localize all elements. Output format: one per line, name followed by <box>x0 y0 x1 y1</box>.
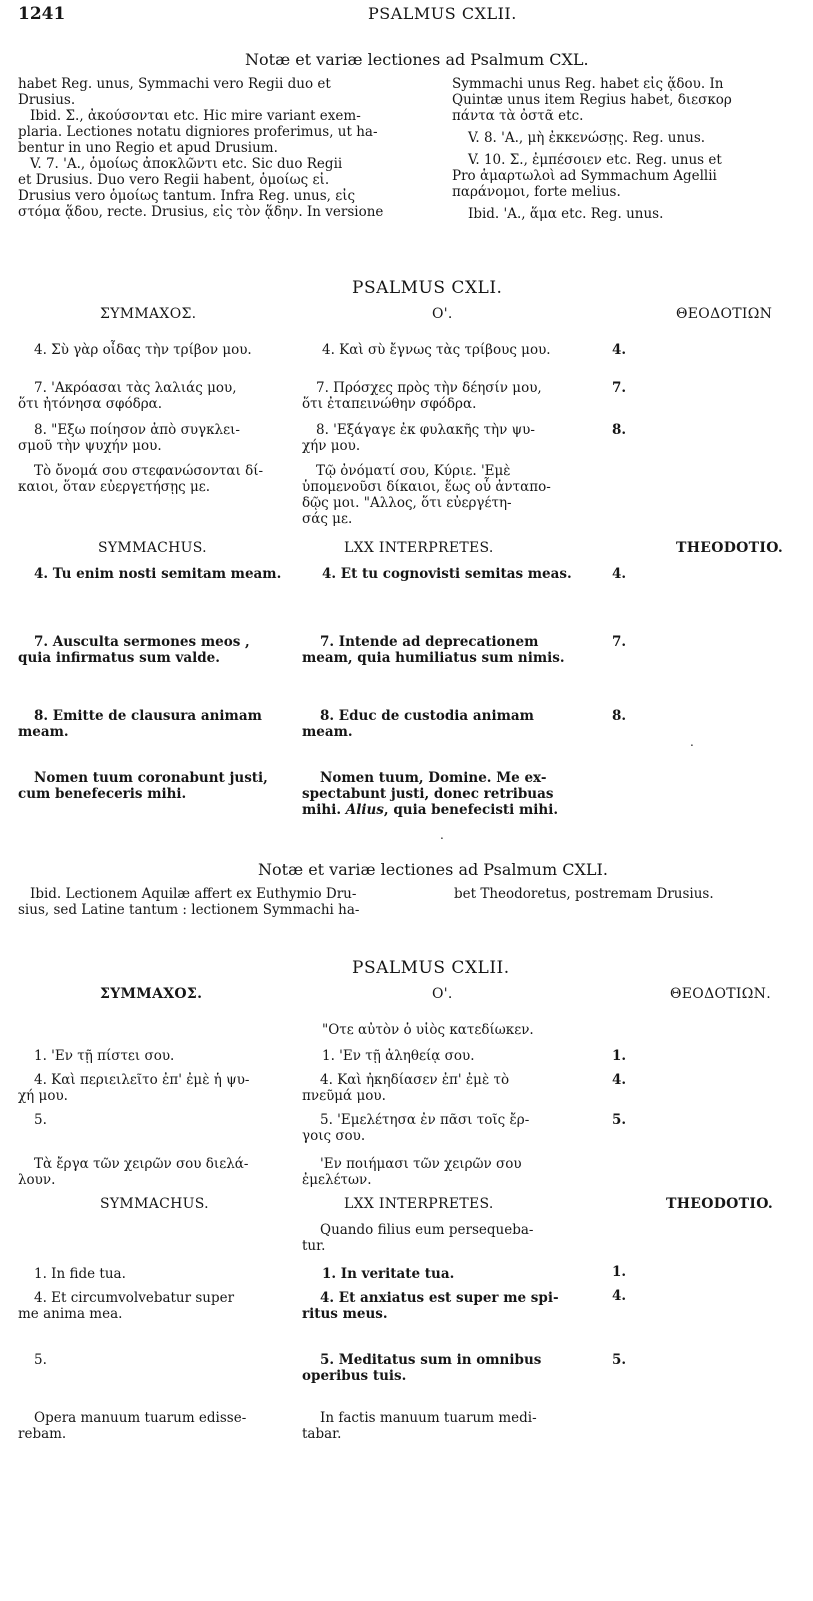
note-line: bet Theodoretus, postremam Drusius. <box>454 886 714 902</box>
verse-line: 4. Et tu cognovisti semitas meas. <box>322 566 572 582</box>
verse-line: 4. Καὶ περιειλεῖτο ἐπ' ἐμὲ ἡ ψυ- <box>34 1072 250 1088</box>
col-header-lxx-latin: LXX INTERPRETES. <box>344 1196 494 1212</box>
psalm-cxli-heading: PSALMUS CXLI. <box>352 278 503 298</box>
col-header-symmachus: ΣΥΜΜΑΧΟΣ. <box>100 986 203 1002</box>
verse-line: Nomen tuum, Domine. Me ex- <box>320 770 547 786</box>
note-line: Drusius. <box>18 92 76 108</box>
verse-line: In factis manuum tuarum medi- <box>320 1410 537 1426</box>
verse-line: 4. Et anxiatus est super me spi- <box>320 1290 559 1306</box>
verse-line: 8. Emitte de clausura animam <box>34 708 262 724</box>
verse-line: δῷς μοι. "Αλλος, ὅτι εὐεργέτη- <box>302 495 512 511</box>
note-line: Drusius vero ὁμοίως tantum. Infra Reg. unus, εἰς <box>18 188 356 204</box>
psalm-title-latin: Quando filius eum persequeba- <box>320 1222 534 1238</box>
verse-number: 4. <box>612 342 627 358</box>
page-number: 1241 <box>18 4 66 24</box>
verse-line: λουν. <box>18 1172 56 1188</box>
verse-line: 7. Πρόσχες πρὸς τὴν δέησίν μου, <box>316 380 542 396</box>
verse-number: 4. <box>612 566 627 582</box>
print-speck: . <box>690 735 694 749</box>
verse-line: πνεῦμά μου. <box>302 1088 386 1104</box>
verse-line: operibus tuis. <box>302 1368 407 1384</box>
note-line: habet Reg. unus, Symmachi vero Regii duo et <box>18 76 331 92</box>
verse-line: Opera manuum tuarum edisse- <box>34 1410 247 1426</box>
verse-number: 7. <box>612 380 627 396</box>
notes-cxl-heading: Notæ et variæ lectiones ad Psalmum CXL. <box>245 50 589 69</box>
verse-line: Τῷ ὀνόματί σου, Κύριε. 'Εμὲ <box>316 463 511 479</box>
notes-cxli-heading: Notæ et variæ lectiones ad Psalmum CXLI. <box>258 860 608 879</box>
verse-line: 1. In veritate tua. <box>322 1266 455 1282</box>
alius-marker: Alius <box>345 802 384 818</box>
verse-line: σμοῦ τὴν ψυχήν μου. <box>18 438 162 454</box>
note-line: Ibid. 'Α., ἅμα etc. Reg. unus. <box>468 206 664 222</box>
verse-line: tabar. <box>302 1426 342 1442</box>
note-line: Symmachi unus Reg. habet εἰς ᾅδου. In <box>452 76 724 92</box>
verse-line: γοις σου. <box>302 1128 366 1144</box>
note-line: V. 8. 'Α., μὴ ἐκκενώσῃς. Reg. unus. <box>468 130 706 146</box>
col-header-symmachus-latin: SYMMACHUS. <box>98 540 207 556</box>
note-line: et Drusius. Duo vero Regii habent, ὁμοίως εἰ. <box>18 172 330 188</box>
note-line: παράνομοι, forte melius. <box>452 184 621 200</box>
verse-line: 4. Καὶ ἠκηδίασεν ἐπ' ἐμὲ τὸ <box>320 1072 510 1088</box>
verse-line: 5. 'Εμελέτησα ἐν πᾶσι τοῖς ἔρ- <box>320 1112 530 1128</box>
verse-line: 8. "Εξω ποίησον ἀπὸ συγκλει- <box>34 422 240 438</box>
verse-line: cum benefeceris mihi. <box>18 786 187 802</box>
verse-line: 5. <box>34 1352 47 1368</box>
note-line: V. 10. Σ., ἐμπέσοιεν etc. Reg. unus et <box>468 152 722 168</box>
col-header-theodotion: ΘΕΟΔΟΤΙΩΝ <box>676 306 773 322</box>
verse-line: 4. Tu enim nosti semitam meam. <box>34 566 282 582</box>
verse-line: 1. 'Εν τῇ πίστει σου. <box>34 1048 175 1064</box>
verse-line: 1. In fide tua. <box>34 1266 126 1282</box>
verse-line: 4. Et circumvolvebatur super <box>34 1290 235 1306</box>
verse-line: me anima mea. <box>18 1306 123 1322</box>
verse-number: 5. <box>612 1112 627 1128</box>
col-header-lxx: Ο'. <box>432 306 453 322</box>
verse-line: ἐμελέτων. <box>302 1172 372 1188</box>
psalm-cxlii-heading: PSALMUS CXLII. <box>352 958 510 978</box>
note-line: Pro ἁμαρτωλοὶ ad Symmachum Agellii <box>452 168 717 184</box>
verse-line: ὑπομενοῦσι δίκαιοι, ἕως οὗ ἀνταπο- <box>302 479 551 495</box>
verse-number: 7. <box>612 634 627 650</box>
verse-line: 4. Σὺ γὰρ οἶδας τὴν τρίβον μου. <box>34 342 252 358</box>
verse-line: mihi. Alius, quia benefecisti mihi. <box>302 802 559 818</box>
verse-line: καιοι, ὅταν εὐεργετήσῃς με. <box>18 479 211 495</box>
verse-line: χή μου. <box>18 1088 68 1104</box>
verse-line: meam. <box>18 724 69 740</box>
verse-line: 'Εν ποιήμασι τῶν χειρῶν σου <box>320 1156 522 1172</box>
verse-line: Τὸ ὄνομά σου στεφανώσονται δί- <box>34 463 264 479</box>
col-header-theodotion: ΘΕΟΔΟΤΙΩΝ. <box>670 986 771 1002</box>
verse-line: meam, quia humiliatus sum nimis. <box>302 650 565 666</box>
note-line: πάντα τὰ ὀστᾶ etc. <box>452 108 584 124</box>
verse-line: spectabunt justi, donec retribuas <box>302 786 554 802</box>
verse-number: 1. <box>612 1264 627 1280</box>
verse-line: ritus meus. <box>302 1306 388 1322</box>
verse-line: ὅτι ἐταπεινώθην σφόδρα. <box>302 396 477 412</box>
verse-line: 1. 'Εν τῇ ἀληθείᾳ σου. <box>322 1048 475 1064</box>
col-header-theodotion-latin: THEODOTIO. <box>676 540 784 556</box>
note-line: Ibid. Lectionem Aquilæ affert ex Euthymio Dru- <box>30 886 357 902</box>
col-header-lxx: Ο'. <box>432 986 453 1002</box>
col-header-lxx-latin: LXX INTERPRETES. <box>344 540 494 556</box>
verse-number: 4. <box>612 1072 627 1088</box>
verse-line: rebam. <box>18 1426 67 1442</box>
verse-number: 4. <box>612 1288 627 1304</box>
verse-line: σάς με. <box>302 511 353 527</box>
verse-line: 7. Intende ad deprecationem <box>320 634 539 650</box>
verse-line: meam. <box>302 724 353 740</box>
verse-line: 8. 'Εξάγαγε ἐκ φυλακῆς τὴν ψυ- <box>316 422 535 438</box>
note-line: bentur in uno Regio et apud Drusium. <box>18 140 278 156</box>
col-header-symmachus: ΣΥΜΜΑΧΟΣ. <box>100 306 197 322</box>
print-speck: . <box>440 828 444 842</box>
psalm-title-latin: tur. <box>302 1238 326 1254</box>
verse-line: 4. Καὶ σὺ ἔγνως τὰς τρίβους μου. <box>322 342 551 358</box>
verse-number: 8. <box>612 422 627 438</box>
verse-number: 8. <box>612 708 627 724</box>
note-line: plaria. Lectiones notatu digniores proferimus, ut ha- <box>18 124 378 140</box>
verse-line: 7. 'Ακρόασαι τὰς λαλιάς μου, <box>34 380 237 396</box>
verse-number: 1. <box>612 1048 627 1064</box>
verse-number: 5. <box>612 1352 627 1368</box>
verse-line: ὅτι ἠτόνησα σφόδρα. <box>18 396 163 412</box>
note-line: Quintæ unus item Regius habet, διεσκορ <box>452 92 732 108</box>
verse-line: Nomen tuum coronabunt justi, <box>34 770 268 786</box>
col-header-theodotion-latin: THEODOTIO. <box>666 1196 774 1212</box>
verse-line: Τὰ ἔργα τῶν χειρῶν σου διελά- <box>34 1156 249 1172</box>
note-line: Ibid. Σ., ἀκούσονται etc. Hic mire variant exem- <box>30 108 361 124</box>
psalm-title-greek: "Οτε αὐτὸν ὁ υἱὸς κατεδίωκεν. <box>322 1022 534 1038</box>
verse-line: quia infirmatus sum valde. <box>18 650 220 666</box>
verse-line: 5. Meditatus sum in omnibus <box>320 1352 542 1368</box>
verse-line: 5. <box>34 1112 47 1128</box>
note-line: sius, sed Latine tantum : lectionem Symmachi ha- <box>18 902 360 918</box>
verse-line: χήν μου. <box>302 438 361 454</box>
col-header-symmachus-latin: SYMMACHUS. <box>100 1196 209 1212</box>
verse-line: 8. Educ de custodia animam <box>320 708 534 724</box>
note-line: V. 7. 'Α., ὁμοίως ἀποκλῶντι etc. Sic duo Regii <box>30 156 343 172</box>
running-title: PSALMUS CXLII. <box>368 4 517 23</box>
note-line: στόμα ᾅδου, recte. Drusius, εἰς τὸν ᾅδην. In versione <box>18 204 384 220</box>
verse-line: 7. Ausculta sermones meos , <box>34 634 250 650</box>
